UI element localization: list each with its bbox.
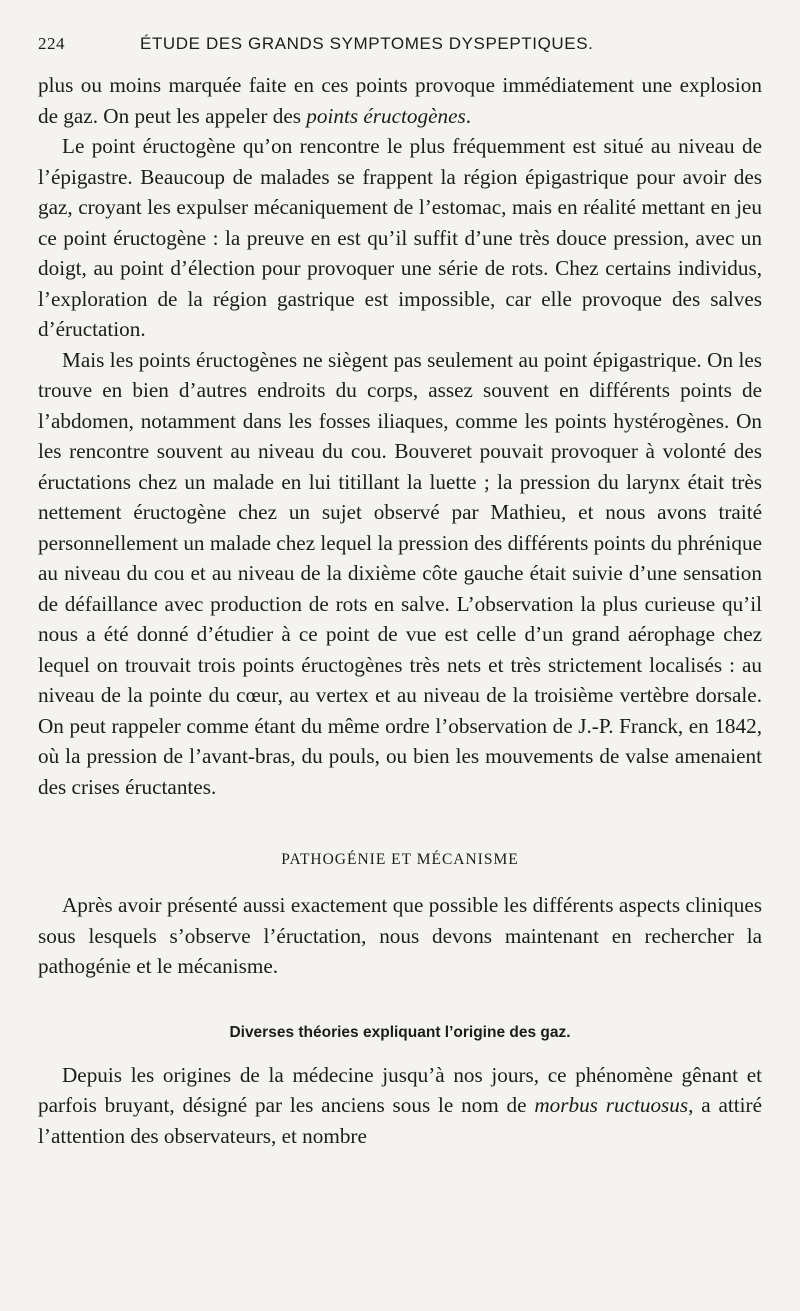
running-title: ÉTUDE DES GRANDS SYMPTOMES DYSPEPTIQUES. <box>140 34 594 53</box>
paragraph-1-end: . <box>465 103 472 128</box>
running-head <box>38 34 762 56</box>
paragraph-5-emphasis: morbus ructuosus <box>534 1093 689 1117</box>
page-number: 224 <box>38 34 65 53</box>
paragraph-4: Après avoir présenté aussi exactement que possible les différents aspects cliniques sous lesquels s’observe l’éructation, nous devons maintenant en rechercher la pathogénie et le mécanisme. <box>38 893 762 978</box>
paragraph-2: Le point éructogène qu’on rencontre le plus fréquemment est situé au niveau de l’épigastre. Beaucoup de malades se frappent la région épigastrique pour avoir des gaz, croyant les expulser mécaniquement de l’estomac, mais en réalité mettant en jeu ce point éructogène : la preuve en est qu’il suffit d’une très douce pression, avec un doigt, au point d’élection pour provoquer une série de rots. Chez certains individus, l’exploration de la région gastrique est impossible, car elle provoque des salves d’éructation. <box>38 134 762 341</box>
paragraph-5 <box>38 1060 762 1152</box>
paragraph-5-end: , a attiré l’attention des observateurs, et nombre <box>38 1093 762 1148</box>
paragraph-1 <box>38 70 762 131</box>
paragraph-1-emphasis: points éructogènes <box>306 103 466 128</box>
section-heading: PATHOGÉNIE ET MÉCANISME <box>281 851 519 868</box>
body-text <box>38 70 762 1151</box>
sub-heading: Diverses théories expliquant l’origine des gaz. <box>229 1023 571 1041</box>
paragraph-3: Mais les points éructogènes ne siègent pas seulement au point épigastrique. On les trouve en bien d’autres endroits du corps, assez souvent en différents points de l’abdomen, notamment dans les fosses iliaques, comme les points hystérogènes. On les rencontre souvent au niveau du cou. Bouveret pouvait provoquer à volonté des éructations chez un malade en lui titillant la luette ; la pression du larynx était très nettement éructogène chez un sujet observé par Mathieu, et nous avons traité personnellement un malade chez lequel la pression des différents points du phrénique au niveau du cou et au niveau de la dixième côte gauche était suivie d’une sensation de défaillance avec production de rots en salve. L’observation la plus curieuse qu’il nous a été donné d’étudier à ce point de vue est celle d’un grand aérophage chez lequel on trouvait trois points éructogènes très nets et très strictement localisés : au niveau de la pointe du cœur, au vertex et au niveau de la troisième vertèbre dorsale. On peut rappeler comme étant du même ordre l’observation de J.-P. Franck, en 1842, où la pression de l’avant-bras, du pouls, ou bien les mouvements de valse amenaient des crises éructantes. <box>38 347 762 799</box>
paragraph-1-text: plus ou moins marquée faite en ces points provoque immédiatement une explosion de gaz. On peut les appeler des <box>38 73 762 128</box>
paragraph-5-text: Depuis les origines de la médecine jusqu’à nos jours, ce phénomène gênant et parfois bruyant, désigné par les anciens sous le nom de <box>38 1062 762 1117</box>
